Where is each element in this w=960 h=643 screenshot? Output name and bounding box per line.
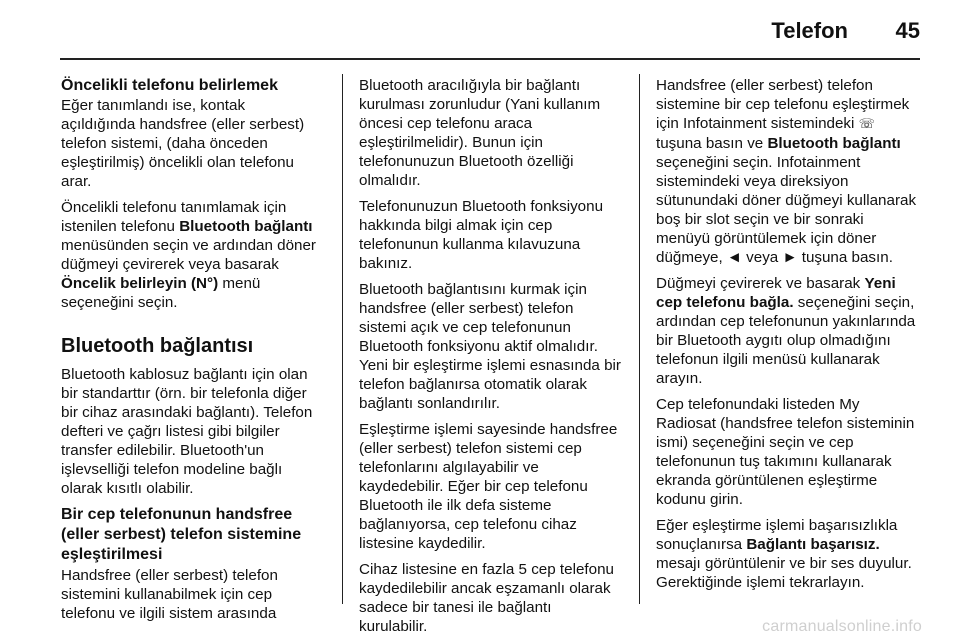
page-number: 45 (895, 18, 920, 43)
column-1 (61, 76, 323, 630)
message-term: Bağlantı başarısız. (746, 536, 880, 553)
menu-term: Bluetooth bağlantı (179, 218, 313, 235)
page-header (60, 0, 920, 60)
heading-priority-phone: Öncelikli telefonu belirlemek (61, 77, 278, 94)
paragraph: Cep telefonundaki listeden My Radiosat (handsfree telefon sisteminin ismi) seçeneğini seçin ve cep telefonunun tuş takımını kullanarak ekranda görüntülenen eşleştirme kodunu girin. (656, 396, 915, 508)
paragraph: Düğmeyi çevirerek ve basarak Yeni cep telefonu bağla. seçeneğini seçin, ardından cep telefonunun yakınlarında bir Bluetooth aygıtı olup olmadığını telefonun ilgili menüsü kullanarak arayın. (656, 275, 916, 387)
paragraph: Öncelikli telefonu tanımlamak için istenilen telefonu Bluetooth bağlantı menüsünden seçin ve ardından döner düğmeyi çevirerek veya basarak Öncelik belirleyin (N°) menü seçeneğini seçin. (61, 199, 316, 311)
paragraph: Bluetooth aracılığıyla bir bağlantı kurulması zorunludur (Yani kullanım öncesi cep telefonu araca eşleştirilmelidir). Bunun için telefonunuzun Bluetooth özelliği olmalıdır. (359, 77, 601, 189)
paragraph: Eğer tanımlandı ise, kontak açıldığında handsfree (eller serbest) telefon sistemi, (daha önceden eşleştirilmiş) öncelikli olan telefonu arar. (61, 97, 305, 190)
paragraph: Cihaz listesine en fazla 5 cep telefonu kaydedilebilir ancak eşzamanlı olarak sadece bir tanesi ile bağlantı kurulabilir. (359, 561, 614, 635)
menu-term: Öncelik belirleyin (N°) (61, 275, 219, 292)
menu-term: Bluetooth bağlantı (767, 135, 901, 152)
paragraph: Eğer eşleştirme işlemi başarısızlıkla sonuçlanırsa Bağlantı başarısız. mesajı görüntülenir ve bir ses duyulur. Gerektiğinde işlemi tekrarlayın. (656, 517, 912, 591)
column-divider (639, 74, 640, 604)
paragraph: Bluetooth kablosuz bağlantı için olan bir standarttır (örn. bir telefonla diğer bir cihaz arasındaki bağlantı). Telefon defteri ve çağrı listesi gibi bilgiler transfer edilebilir. Bluetooth'un işlevselliği telefon modeline bağlı olarak kısıtlı olabilir. (61, 366, 313, 497)
watermark: carmanualsonline.info (762, 618, 922, 635)
paragraph: Handsfree (eller serbest) telefon sistemini kullanabilmek için cep telefonu ve ilgili sistem arasında (61, 567, 278, 622)
menu-term: Yeni cep telefonu bağla. (656, 275, 896, 311)
column-3 (656, 76, 918, 599)
heading-bluetooth: Bluetooth bağlantısı (61, 335, 254, 357)
column-divider (342, 74, 343, 604)
page-title: Telefon (771, 18, 848, 43)
column-2 (359, 76, 621, 643)
paragraph: Eşleştirme işlemi sayesinde handsfree (eller serbest) telefon sistemi cep telefonlarını algılayabilir ve kaydedebilir. Eğer bir cep telefonu Bluetooth ile ilk defa sisteme bağlanıyorsa, cep telefonu cihaz listesine kaydedilir. (359, 421, 618, 552)
paragraph: Bluetooth bağlantısını kurmak için handsfree (eller serbest) telefon sistemi açık ve cep telefonunun Bluetooth fonksiyonu aktif olmalıdır. Yeni bir eşleştirme işlemi esnasında bir telefon bağlanırsa otomatik olarak bağlantı sonlandırılır. (359, 281, 621, 412)
phone-icon: ☏ (858, 117, 875, 132)
heading-pairing: Bir cep telefonunun handsfree (eller serbest) telefon sistemine eşleştirilmesi (61, 506, 302, 563)
paragraph: Handsfree (eller serbest) telefon sistemine bir cep telefonu eşleştirmek için Infotainment sistemindeki ☏ tuşuna basın ve Bluetooth bağlantı seçeneğini seçin. Infotainment sistemindeki veya direksiyon sütunundaki döner düğmeyi kullanarak boş bir slot seçin ve bir sonraki menüyü görüntülemek için döner düğmeye, ◄ veya ► tuşuna basın. (656, 77, 917, 266)
paragraph: Telefonunuzun Bluetooth fonksiyonu hakkında bilgi almak için cep telefonunun kullanma kılavuzuna bakınız. (359, 198, 604, 272)
